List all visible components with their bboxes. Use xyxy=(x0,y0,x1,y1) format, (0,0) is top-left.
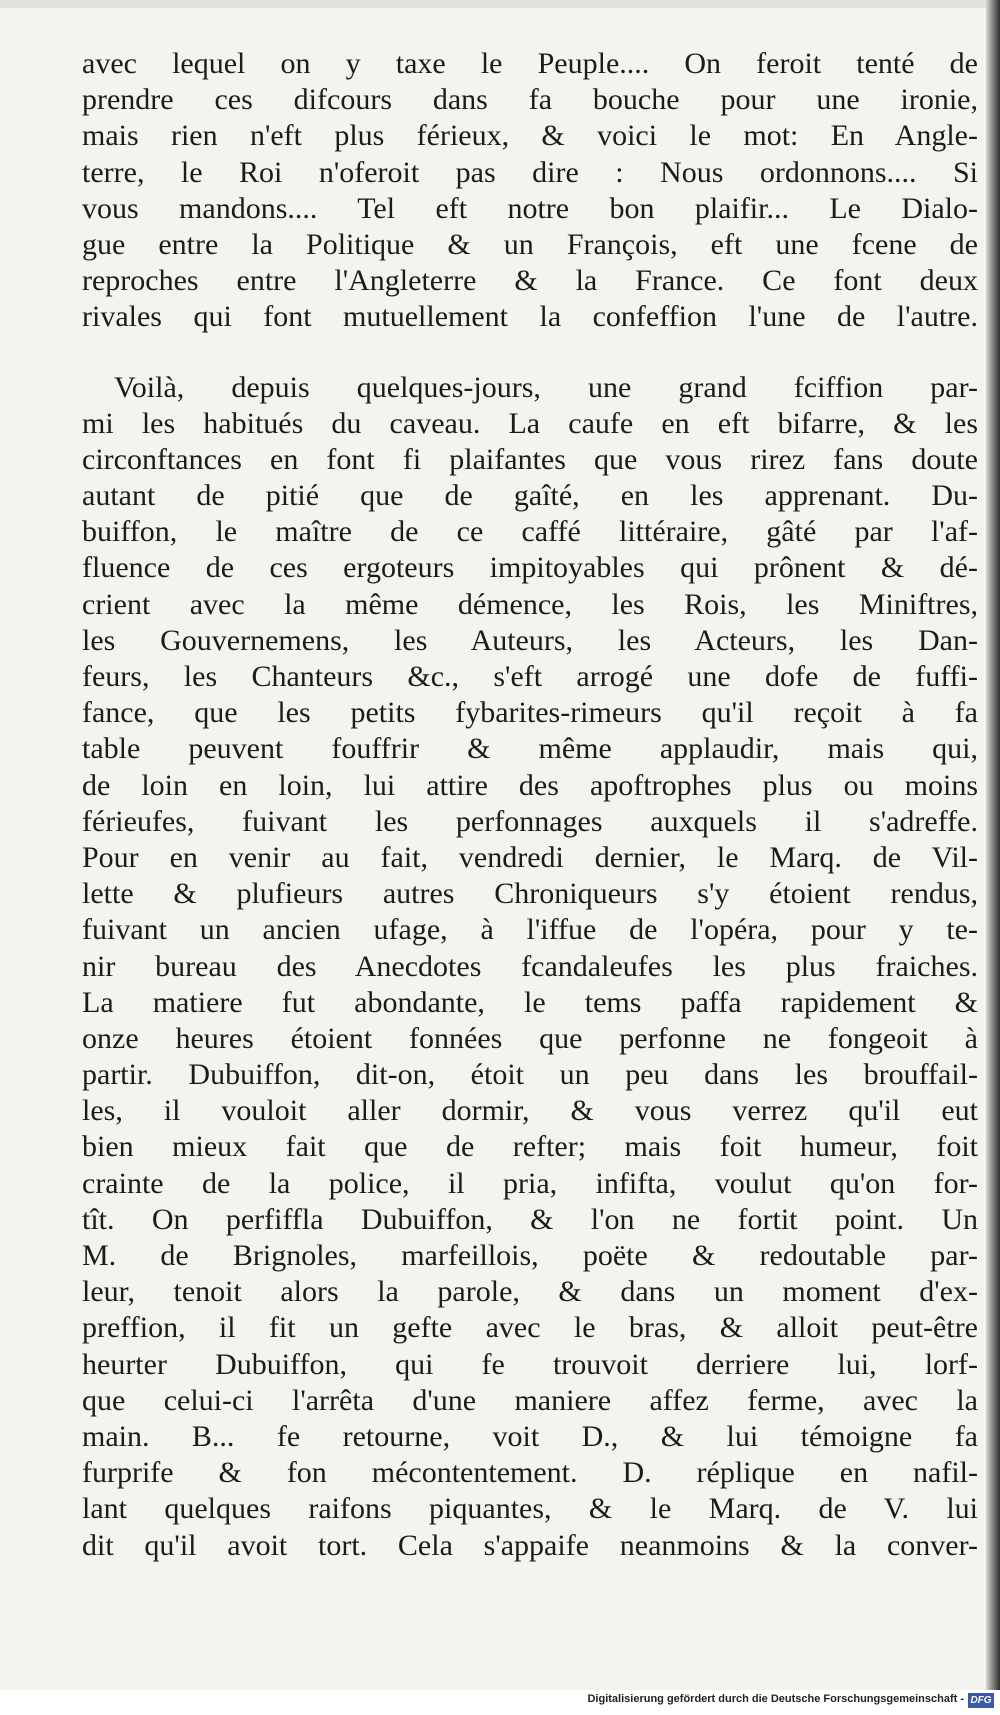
text-line: partir. Dubuiffon, dit-on, étoit un peu dans les brouffail- xyxy=(82,1058,978,1092)
text-line: table peuvent fouffrir & même applaudir, mais qui, xyxy=(82,732,978,766)
text-line: crainte de la police, il pria, infifta, voulut qu'on for- xyxy=(82,1166,978,1200)
scan-edge-shadow xyxy=(986,0,1000,1690)
text-line: vous mandons.... Tel eft notre bon plaifir... Le Dialo- xyxy=(82,191,978,225)
funding-credit: Digitalisierung gefördert durch die Deutsche Forschungsgemeinschaft - xyxy=(587,1693,964,1705)
text-line: preffion, il fit un gefte avec le bras, & alloit peut-être xyxy=(82,1311,978,1345)
text-line: furprife & fon mécontentement. D. réplique en nafil- xyxy=(82,1456,978,1490)
text-line: avec lequel on y taxe le Peuple.... On feroit tenté de xyxy=(82,47,978,80)
text-line: bien mieux fait que de refter; mais foit humeur, foit xyxy=(82,1130,978,1164)
page-body-text xyxy=(82,46,978,1564)
paragraph-2 xyxy=(82,370,978,1564)
text-line: les, il vouloit aller dormir, & vous verrez qu'il eut xyxy=(82,1094,978,1128)
text-line: M. de Brignoles, marfeillois, poëte & redoutable par- xyxy=(82,1239,978,1272)
text-line: fance, que les petits fybarites-rimeurs qu'il reçoit à fa xyxy=(82,696,978,730)
text-line: gue entre la Politique & un François, eft une fcene de xyxy=(82,227,978,261)
text-line: autant de pitié que de gaîté, en les apprenant. Du- xyxy=(82,479,978,513)
text-line: buiffon, le maître de ce caffé littéraire, gâté par l'af- xyxy=(82,515,978,549)
text-line: La matiere fut abondante, le tems paffa rapidement & xyxy=(82,985,978,1019)
text-line: Pour en venir au fait, vendredi dernier, le Marq. de Vil- xyxy=(82,840,978,874)
text-line: tît. On perfiffla Dubuiffon, & l'on ne fortit point. Un xyxy=(82,1202,978,1236)
text-line: mais rien n'eft plus férieux, & voici le mot: En Angle- xyxy=(82,119,978,153)
text-line: lant quelques raifons piquantes, & le Marq. de V. lui xyxy=(82,1492,978,1526)
text-line: crient avec la même démence, les Rois, les Miniftres, xyxy=(82,587,978,621)
text-line: fluence de ces ergoteurs impitoyables qui prônent & dé- xyxy=(82,551,978,585)
text-line: nir bureau des Anecdotes fcandaleufes les plus fraiches. xyxy=(82,949,978,983)
paragraph-1 xyxy=(82,46,978,336)
text-line: main. B... fe retourne, voit D., & lui témoigne fa xyxy=(82,1419,978,1453)
text-line: fuivant un ancien ufage, à l'iffue de l'opéra, pour y te- xyxy=(82,913,978,947)
text-line: heurter Dubuiffon, qui fe trouvoit derriere lui, lorf- xyxy=(82,1347,978,1381)
text-line: circonftances en font fi plaifantes que vous rirez fans doute xyxy=(82,442,978,476)
text-line: leur, tenoit alors la parole, & dans un moment d'ex- xyxy=(82,1275,978,1309)
text-line: de loin en loin, lui attire des apoftrophes plus ou moins xyxy=(82,768,978,802)
paragraph-gap xyxy=(82,336,978,370)
text-line: terre, le Roi n'oferoit pas dire : Nous ordonnons.... Si xyxy=(82,155,978,189)
page-top-edge xyxy=(0,0,1000,8)
text-line: que celui-ci l'arrêta d'une maniere affez ferme, avec la xyxy=(82,1383,978,1417)
text-line: rivales qui font mutuellement la confeffion l'une de l'autre. xyxy=(82,300,978,334)
text-line: Voilà, depuis quelques-jours, une grand fciffion par- xyxy=(114,370,978,404)
text-line: reproches entre l'Angleterre & la France. Ce font deux xyxy=(82,264,978,298)
digitization-footer xyxy=(0,1690,1000,1715)
dfg-logo-icon: DFG xyxy=(968,1693,994,1708)
text-line: onze heures étoient fonnées que perfonne ne fongeoit à xyxy=(82,1021,978,1055)
text-line: mi les habitués du caveau. La caufe en eft bifarre, & les xyxy=(82,406,978,440)
text-line: les Gouvernemens, les Auteurs, les Acteurs, les Dan- xyxy=(82,623,978,657)
text-line: dit qu'il avoit tort. Cela s'appaife neanmoins & la conver- xyxy=(82,1528,978,1562)
text-line: lette & plufieurs autres Chroniqueurs s'y étoient rendus, xyxy=(82,877,978,911)
text-line: férieufes, fuivant les perfonnages auxquels il s'adreffe. xyxy=(82,804,978,838)
text-line: prendre ces difcours dans fa bouche pour une ironie, xyxy=(82,83,978,117)
text-line: feurs, les Chanteurs &c., s'eft arrogé une dofe de fuffi- xyxy=(82,660,978,693)
